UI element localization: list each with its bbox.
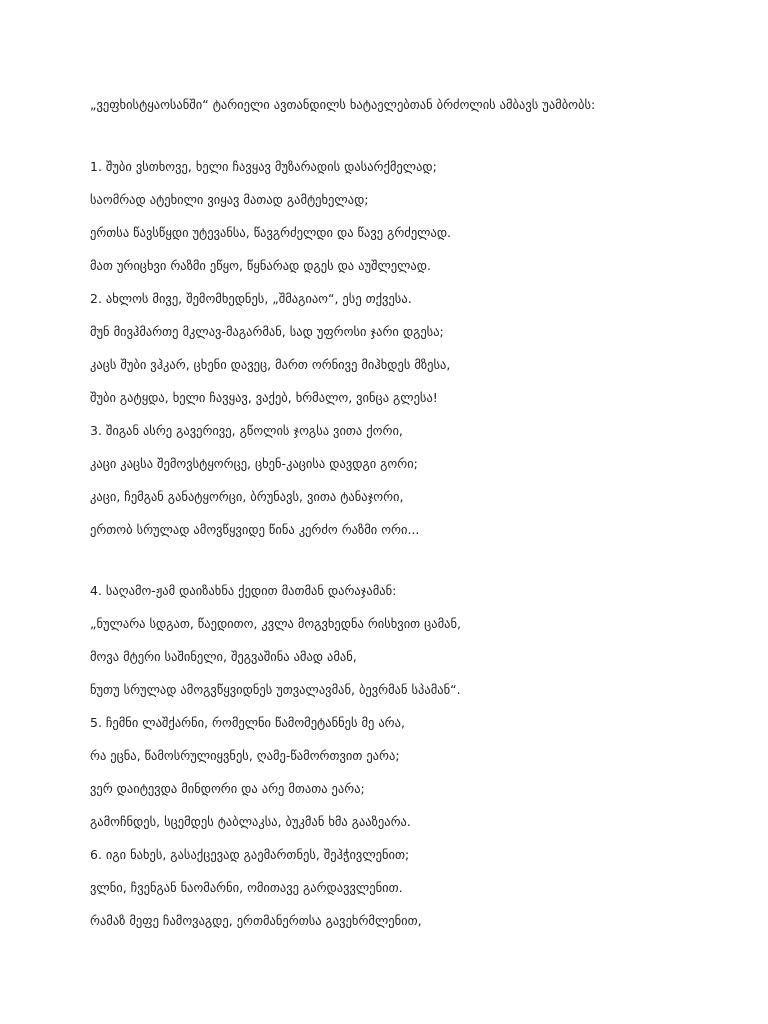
verse-line: 6. იგი ნახეს, გასაქცევად გაემართნეს, შეჰჭივლენით; xyxy=(90,847,410,862)
verse-line: საომრად ატეხილი ვიყავ მათად გამტეხელად; xyxy=(90,192,369,207)
verse-line: „ნულარა სდგათ, წაედითო, კვლა მოგვხედნა რისხვით ცამან, xyxy=(90,616,462,631)
verse-line: 2. ახლოს მივე, შემომხედნეს, „შმაგიაო“, ესე თქვესა. xyxy=(90,291,412,306)
verse-line: ვერ დაიტევდა მინდორი და არე მთათა ეარა; xyxy=(90,781,365,796)
verse-line: ნუთუ სრულად ამოგვწყვიდნეს უთვალავმან, ბევრმან სპამან“. xyxy=(90,682,461,697)
verse-line: კაცი კაცსა შემოვსტყორცე, ცხენ-კაცისა დავდგი გორი; xyxy=(90,456,418,471)
verse-line: რა ეცნა, წამოსრულიყვნეს, ღამე-წამორთვით ეარა; xyxy=(90,748,400,763)
verse-line: მათ ურიცხვი რაზმი ეწყო, წყნარად დგეს და აუშლელად. xyxy=(90,258,431,273)
verse-line: ერთობ სრულად ამოვწყვიდე წინა კერძო რაზმი ორი... xyxy=(90,522,420,537)
verse-line: 1. შუბი ვსთხოვე, ხელი ჩავყავ მუზარადის დასარქმელად; xyxy=(90,159,437,174)
verse-line: რამაზ მეფე ჩამოვაგდე, ერთმანერთსა გავეხრმლენით, xyxy=(90,913,422,928)
verse-line: ერთსა წავსწყდი უტევანსა, წავგრძელდი და წავე გრძელად. xyxy=(90,225,452,240)
verse-line: მოვა მტერი საშინელი, შეგვაშინა ამად ამან, xyxy=(90,649,357,664)
verse-line: შუბი გატყდა, ხელი ჩავყავ, ვაქებ, ხრმალო, ვინცა გლესა! xyxy=(90,390,438,405)
verse-line: კაცს შუბი ვჰკარ, ცხენი დავეც, მართ ორნივე მიჰხდეს მზესა, xyxy=(90,357,451,372)
verse-line: კაცი, ჩემგან განატყორცი, ბრუნავს, ვითა ტანაჯორი, xyxy=(90,489,404,504)
verse-line: 5. ჩემნი ლაშქარნი, რომელნი წამომეტანნეს მე არა, xyxy=(90,715,405,730)
intro-line: „ვეფხისტყაოსანში“ ტარიელი ავთანდილს ხატაელებთან ბრძოლის ამბავს უამბობს: xyxy=(90,97,596,112)
verse-line: 3. შიგან ასრე გავერივე, გწოლის ჯოგსა ვითა ქორი, xyxy=(90,423,403,438)
verse-line: გამოჩნდეს, სცემდეს ტაბლაკსა, ბუკმან ხმა გააზეარა. xyxy=(90,814,411,829)
verse-line: ვლნი, ჩვენგან ნაომარნი, ომითავე გარდავვლენით. xyxy=(90,880,403,895)
verse-line: მუნ მივჰმართე მკლავ-მაგარმან, სად უფროსი ჯარი დგესა; xyxy=(90,324,444,339)
verse-line: 4. საღამო-ჟამ დაიზახნა ქედით მათმან დარაჯამან: xyxy=(90,583,397,598)
